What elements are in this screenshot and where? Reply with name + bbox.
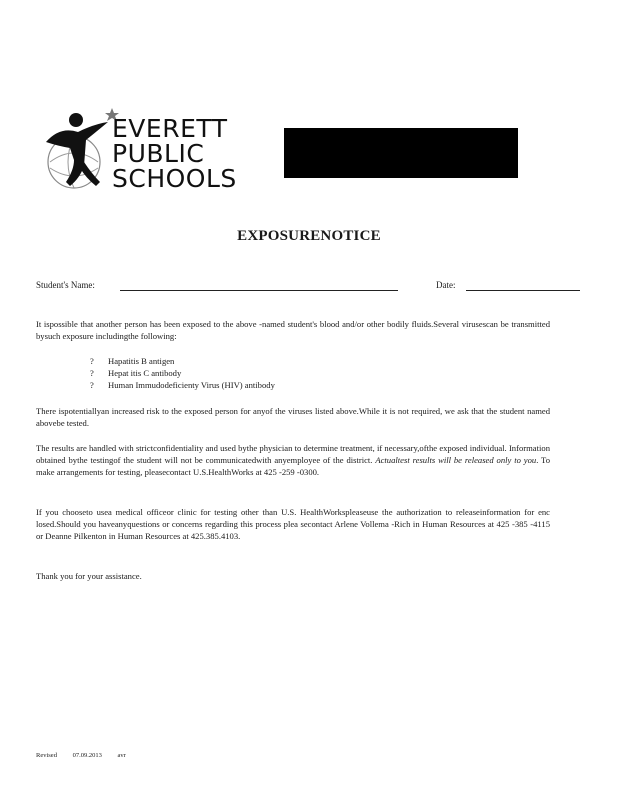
paragraph-confidentiality (36, 442, 550, 478)
list-item (90, 367, 181, 379)
revision-footer (36, 752, 140, 759)
list-item-text: Hapatitis B antigen (108, 356, 175, 366)
bullet-marker: ? (90, 368, 94, 378)
revised-label: Revised (36, 752, 57, 759)
page-title: EXPOSURENOTICE (237, 228, 381, 244)
arrangements-text: . To make arrangements for testing, pleasecontact U.S.HealthWorks at 425 -259 -0300. (36, 455, 551, 477)
logo-line-1: EVERETT (112, 114, 228, 143)
student-name-line[interactable] (120, 290, 398, 291)
logo-line-3: SCHOOLS (112, 164, 237, 193)
bullet-marker: ? (90, 356, 94, 366)
date-label: Date: (436, 280, 456, 290)
paragraph-contact: If you chooseto usea medical officeor clinic for testing other than U.S. HealthWorkspleaseuse the authorization to releaseinformation for enc losed.Should you haveanyquestions or concerns regarding this process plea secontact Arlene Vollema -Rich in Human Resources at 425 -385 -4115 or Deanne Pilkenton in Human Resources at 425.385.4103. (36, 507, 550, 541)
student-name-label: Student's Name: (36, 280, 95, 290)
list-item (90, 379, 275, 391)
district-logo (40, 104, 240, 196)
list-item-text: Human Immudodeficienty Virus (HIV) antibody (108, 380, 275, 390)
list-item (90, 355, 174, 367)
paragraph-testing-request: There ispotentiallyan increased risk to the exposed person for anyof the viruses listed above.While it is not required, we ask that the student named abovebe tested. (36, 406, 550, 428)
date-line[interactable] (466, 290, 580, 291)
bullet-marker: ? (90, 380, 94, 390)
confidentiality-text: The results are handled with strictconfidentiality and used bythe physician to determine treatment, if necessary,ofthe exposed individual. Information obtained bythe testingof the student will not be communicatedwith anyemployee of the district. (36, 443, 550, 465)
redacted-block (284, 128, 518, 178)
results-release-text: Actualtest results will be released only to you (375, 455, 537, 465)
logo-figure-icon (40, 104, 120, 196)
logo-line-2: PUBLIC (112, 139, 205, 168)
revised-date: 07.09.2013 (72, 752, 102, 759)
list-item-text: Hepat itis C antibody (108, 368, 182, 378)
logo-wordmark (112, 116, 237, 191)
revised-initials: avr (117, 752, 126, 759)
paragraph-thanks: Thank you for your assistance. (36, 571, 142, 581)
paragraph-exposure: It ispossible that another person has been exposed to the above -named student's blood and/or other bodily fluids.Several virusescan be transmitted bysuch exposure includingthe following: (36, 319, 550, 341)
